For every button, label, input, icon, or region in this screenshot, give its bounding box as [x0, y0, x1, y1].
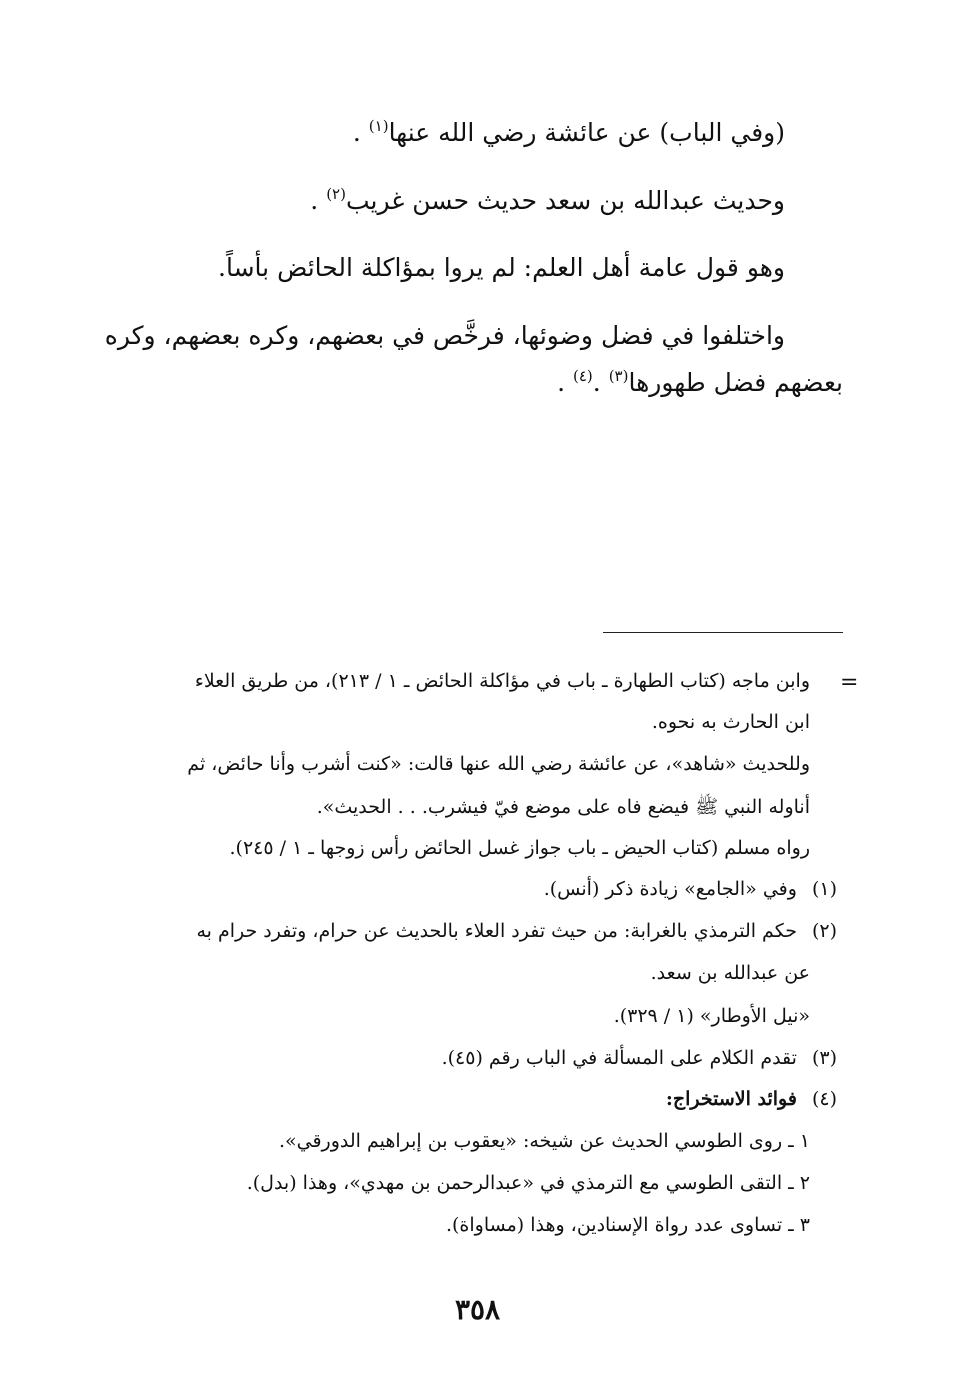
footnote-ref-1: (١)	[368, 117, 389, 135]
main-line-5-mid: .	[592, 368, 609, 397]
footnote-3	[442, 1047, 837, 1069]
footnote-4-item-3: ٣ ـ تساوى عدد رواة الإسنادين، وهذا (مساواة).	[445, 1214, 810, 1236]
main-line-2-tail: .	[310, 186, 327, 215]
footnote-separator	[603, 632, 843, 633]
footnote-continuation-line-2: ابن الحارث به نحوه.	[651, 711, 810, 733]
continuation-marker: =	[840, 670, 859, 695]
footnote-2-line-3: «نيل الأوطار» (١ / ٣٢٩).	[613, 1005, 810, 1027]
footnote-4-number: (٤)	[811, 1088, 837, 1110]
footnote-4-item-1: ١ ـ روى الطوسي الحديث عن شيخه: «يعقوب بن إبراهيم الدورقي».	[278, 1130, 810, 1152]
main-line-3: وهو قول عامة أهل العلم: لم يروا بمؤاكلة الحائض بأساً.	[218, 253, 785, 282]
main-line-1-tail: .	[352, 118, 369, 147]
footnote-continuation-line-3: وللحديث «شاهد»، عن عائشة رضي الله عنها قالت: «كنت أشرب وأنا حائض، ثم	[187, 753, 810, 775]
footnote-2-line-2: عن عبدالله بن سعد.	[650, 962, 810, 984]
footnote-ref-3: (٣)	[608, 367, 629, 385]
footnote-1-number: (١)	[811, 878, 837, 900]
main-line-2-text: وحديث عبدالله بن سعد حديث حسن غريب	[345, 186, 785, 215]
footnote-4-title: فوائد الاستخراج:	[665, 1088, 797, 1110]
footnote-3-text: تقدم الكلام على المسألة في الباب رقم (٤٥).	[441, 1047, 797, 1069]
footnote-2-text: حكم الترمذي بالغرابة: من حيث تفرد العلاء بالحديث عن حرام، وتفرد حرام به	[196, 920, 797, 942]
footnote-ref-2: (٢)	[326, 185, 346, 203]
page-number: ٣٥٨	[454, 1293, 501, 1326]
footnote-1	[544, 878, 837, 900]
main-line-1	[353, 118, 785, 147]
footnote-ref-4: (٤)	[573, 367, 593, 385]
footnote-1-text: وفي «الجامع» زيادة ذكر (أنس).	[543, 878, 797, 900]
main-line-5-text: بعضهم فضل طهورها	[628, 368, 843, 397]
footnote-2	[196, 920, 837, 942]
main-line-4: واختلفوا في فضل وضوئها، فرخَّص في بعضهم، وكره بعضهم، وكره	[104, 321, 785, 350]
footnote-4	[666, 1088, 837, 1110]
footnote-continuation-line-5: رواه مسلم (كتاب الحيض ـ باب جواز غسل الحائض رأس زوجها ـ ١ / ٢٤٥).	[229, 837, 810, 859]
footnote-3-number: (٣)	[811, 1047, 837, 1069]
main-line-5-tail: .	[557, 368, 573, 397]
main-line-2	[310, 186, 785, 215]
footnote-continuation-line-1: وابن ماجه (كتاب الطهارة ـ باب في مؤاكلة الحائض ـ ١ / ٢١٣)، من طريق العلاء	[194, 670, 810, 692]
main-line-1-text: (وفي الباب) عن عائشة رضي الله عنها	[388, 118, 785, 147]
main-line-5	[557, 368, 843, 397]
footnote-2-number: (٢)	[811, 920, 837, 942]
footnote-continuation-line-4: أناوله النبي ﷺ فيضع فاه على موضع فيّ فيشرب. . . الحديث».	[316, 796, 810, 818]
footnote-4-item-2: ٢ ـ التقى الطوسي مع الترمذي في «عبدالرحمن بن مهدي»، وهذا (بدل).	[246, 1172, 810, 1194]
